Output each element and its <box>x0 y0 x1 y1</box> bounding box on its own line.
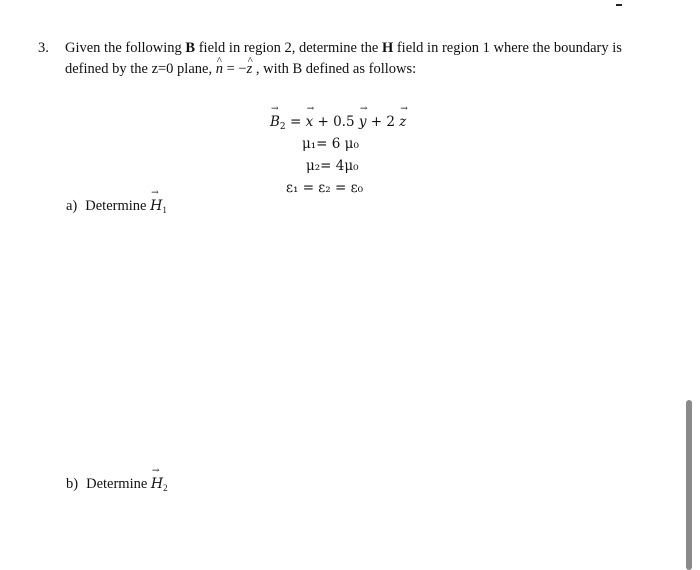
z-hat-symbol: ^ z <box>247 59 253 80</box>
n-equals: = − <box>222 61 247 77</box>
b2-vector: → B <box>270 114 280 130</box>
bold-b: B <box>185 40 196 56</box>
h2-subscript: 2 <box>163 483 168 493</box>
h1-vector: → H <box>150 198 162 214</box>
part-b <box>66 476 168 493</box>
problem-text-2: field in region 2, determine the <box>195 40 382 56</box>
epsilon-equation: ε₁ = ε₂ = ε₀ <box>286 180 364 196</box>
n-hat-symbol: ^ n <box>216 59 223 80</box>
h2-vector: → H <box>151 476 163 492</box>
page-corner-mark <box>616 0 622 6</box>
b2-rhs-1: = <box>285 114 306 130</box>
part-a <box>66 198 167 215</box>
problem-number: 3. <box>38 40 49 56</box>
b2-equation <box>270 114 406 132</box>
part-b-label: b) <box>66 476 79 492</box>
part-a-text: Determine <box>85 198 151 214</box>
b2-rhs-2: + 0.5 <box>313 114 359 130</box>
vertical-scrollbar[interactable] <box>686 400 692 570</box>
problem-text-4: , with B defined as follows: <box>252 61 417 77</box>
bold-h: H <box>381 40 394 56</box>
part-a-label: a) <box>66 198 78 214</box>
problem-text <box>65 38 635 80</box>
h1-subscript: 1 <box>162 205 167 215</box>
y-unit-vector: → y <box>359 114 367 130</box>
x-unit-vector: → x <box>306 114 314 130</box>
mu2-equation: μ₂= 4μ₀ <box>306 158 359 174</box>
mu1-equation: μ₁= 6 μ₀ <box>302 136 359 152</box>
z-unit-vector: → z <box>399 114 406 130</box>
problem-text-3: field in region 1 where the boundary is defined by the z=0 plane, <box>65 40 622 77</box>
b2-rhs-3: + 2 <box>366 114 400 130</box>
part-b-text: Determine <box>86 476 151 492</box>
problem-text-1: Given the following <box>65 40 186 56</box>
b2-subscript: 2 <box>279 122 286 132</box>
